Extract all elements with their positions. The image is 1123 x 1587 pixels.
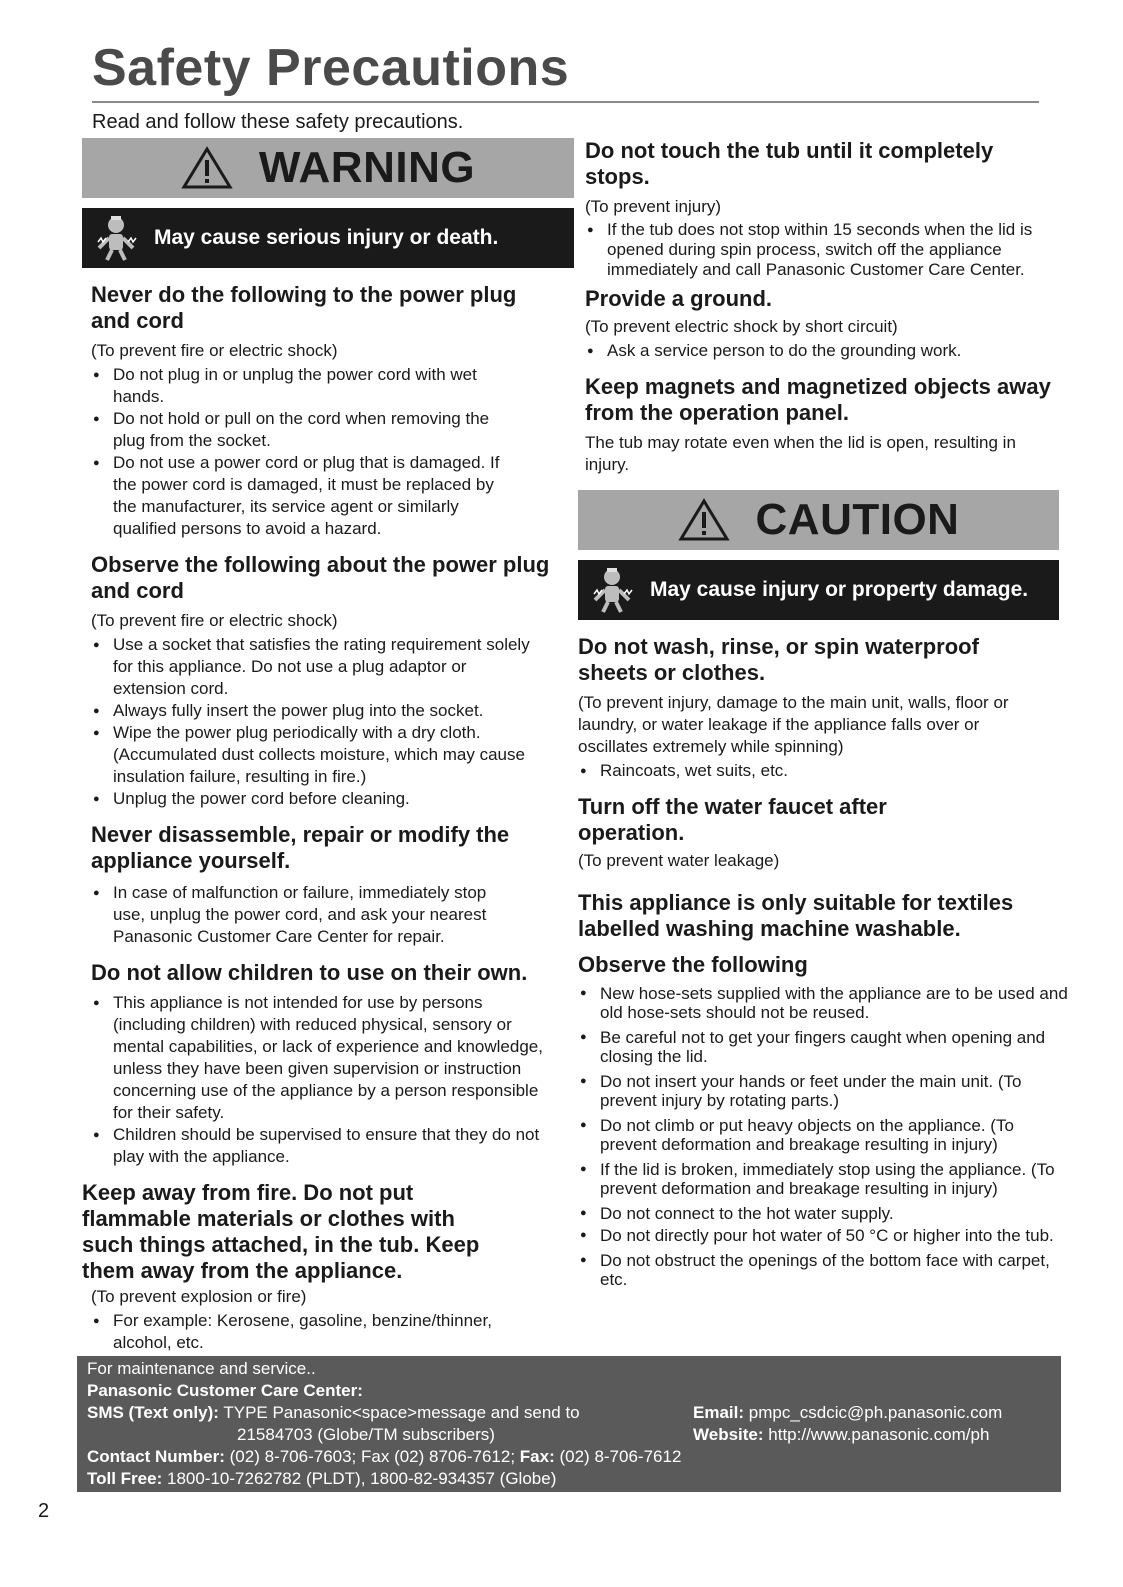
- email-block: [693, 1402, 1002, 1424]
- section-body: The tub may rotate even when the lid is open, resulting in injury.: [585, 433, 1016, 474]
- section-power-plug: [82, 282, 574, 540]
- section-note: (To prevent electric shock by short circuit): [585, 317, 898, 336]
- list-item: ● Do not obstruct the openings of the bottom face with carpet, etc.: [578, 1251, 1073, 1289]
- section-heading: Never disassemble, repair or modify the appliance yourself.: [91, 822, 510, 873]
- page-number: 2: [38, 1500, 50, 1522]
- footer-center-row: [87, 1380, 1051, 1402]
- list-item: ● Be careful not to get your fingers caught when opening and closing the lid.: [578, 1028, 1073, 1066]
- list-item: ● If the lid is broken, immediately stop using the appliance. (To prevent deformation and breakage resulting in injury): [578, 1160, 1073, 1198]
- email-value[interactable]: pmpc_csdcic@ph.panasonic.com: [748, 1403, 1003, 1422]
- list-item: ● Raincoats, wet suits, etc.: [578, 760, 1073, 782]
- list-item: ● Ask a service person to do the grounding work.: [585, 340, 1073, 362]
- bullet-list: [578, 984, 1073, 1289]
- list-item: ● Do not connect to the hot water supply.: [578, 1204, 1073, 1223]
- section-note: (To prevent injury, damage to the main unit, walls, floor or laundry, or water leakage if the appliance falls over or oscillates extremely while spinning): [578, 693, 1009, 756]
- injured-person-icon: [94, 214, 138, 262]
- warning-hazard-text: May cause serious injury or death.: [154, 226, 499, 249]
- section-note: (To prevent injury): [585, 197, 722, 216]
- injured-person-icon: [590, 566, 634, 614]
- section-observe-plug: [82, 552, 574, 810]
- list-item: ● Use a socket that satisfies the rating requirement solely for this appliance. Do not use a plug adaptor or extension cord.: [91, 634, 531, 700]
- website-label: Website:: [693, 1425, 764, 1444]
- list-item: ● New hose-sets supplied with the appliance are to be used and old hose-sets should not be reused.: [578, 984, 1073, 1022]
- right-column: [578, 138, 1073, 1295]
- list-item: ● Children should be supervised to ensure that they do not play with the appliance.: [91, 1124, 546, 1168]
- section-heading: Turn off the water faucet after operation.: [578, 794, 887, 845]
- list-item: ● Do not climb or put heavy objects on the appliance. (To prevent deformation and breakage resulting in injury): [578, 1116, 1073, 1154]
- section-note: (To prevent fire or electric shock): [91, 611, 338, 630]
- bullet-list: [91, 992, 546, 1168]
- list-item: ● Do not plug in or unplug the power cord with wet hands.: [91, 364, 521, 408]
- contact-text: (02) 8-706-7603; Fax (02) 8706-7612;: [229, 1447, 516, 1466]
- sms-row-2: [87, 1424, 1051, 1446]
- email-label: Email:: [693, 1403, 745, 1422]
- bullet-list: [578, 760, 1073, 782]
- tollfree-row: [87, 1468, 1051, 1490]
- fax-text: (02) 8-706-7612: [559, 1447, 682, 1466]
- section-children: [82, 960, 574, 1168]
- warning-label: WARNING: [258, 143, 476, 192]
- section-textiles: [578, 890, 1073, 942]
- contact-row: [87, 1446, 1051, 1468]
- list-item: ● Do not use a power cord or plug that is damaged. If the power cord is damaged, it must be replaced by the manufacturer, its service agent or similarly qualified persons to avoid a hazard.: [91, 452, 521, 540]
- section-heading: Do not touch the tub until it completely stops.: [585, 138, 994, 189]
- list-item: ● For example: Kerosene, gasoline, benzine/thinner, alcohol, etc.: [91, 1310, 531, 1354]
- caution-label: CAUTION: [755, 495, 960, 544]
- list-item: ● Do not directly pour hot water of 50 °C or higher into the tub.: [578, 1226, 1073, 1245]
- bullet-list: [585, 220, 1040, 280]
- bullet-list: [91, 882, 521, 948]
- section-faucet: [578, 794, 1073, 872]
- section-note: (To prevent explosion or fire): [91, 1287, 307, 1306]
- contact-label: Contact Number:: [87, 1447, 225, 1466]
- sms-row: [87, 1402, 1051, 1424]
- section-fire: [82, 1180, 574, 1354]
- list-item: ● This appliance is not intended for use by persons (including children) with reduced physical, sensory or mental capabilities, or lack of experience and knowledge, unless they have been given supervision or instruction concerning use of the appliance by a person responsible for their safety.: [91, 992, 546, 1124]
- section-heading: Never do the following to the power plug and cord: [91, 282, 517, 333]
- section-note: (To prevent fire or electric shock): [91, 341, 338, 360]
- sms-number-text: 21584703 (Globe/TM subscribers): [237, 1425, 495, 1444]
- section-heading: Keep magnets and magnetized objects away from the operation panel.: [585, 374, 1051, 425]
- section-waterproof: [578, 634, 1073, 782]
- warning-hazard-bar: [82, 208, 574, 268]
- section-heading: Do not wash, rinse, or spin waterproof sheets or clothes.: [578, 634, 979, 685]
- center-label: Panasonic Customer Care Center:: [87, 1381, 363, 1400]
- list-item: ● Unplug the power cord before cleaning.: [91, 788, 531, 810]
- list-item: ● Do not hold or pull on the cord when removing the plug from the socket.: [91, 408, 521, 452]
- warning-triangle-icon: [678, 498, 730, 542]
- section-heading: Observe the following: [578, 952, 808, 977]
- section-magnets: [578, 374, 1073, 476]
- sms-label: SMS (Text only):: [87, 1403, 219, 1422]
- caution-hazard-text: May cause injury or property damage.: [650, 578, 1029, 601]
- list-item: ● Wipe the power plug periodically with a dry cloth. (Accumulated dust collects moisture, which may cause insulation failure, resulting in fire.): [91, 722, 531, 788]
- section-heading: Provide a ground.: [585, 286, 773, 311]
- service-contact-panel: [77, 1356, 1061, 1492]
- section-ground: [578, 286, 1073, 362]
- bullet-list: [585, 340, 1073, 362]
- left-column: [82, 138, 574, 1354]
- section-heading: Observe the following about the power plug and cord: [91, 552, 550, 603]
- tollfree-label: Toll Free:: [87, 1469, 163, 1488]
- warning-triangle-icon: [181, 146, 233, 190]
- caution-hazard-bar: [578, 560, 1059, 620]
- footer-line: For maintenance and service..: [87, 1359, 316, 1378]
- list-item: ● In case of malfunction or failure, immediately stop use, unplug the power cord, and ask your nearest Panasonic Customer Care Center for repair.: [91, 882, 521, 948]
- warning-banner: [82, 138, 574, 198]
- title-divider: [92, 101, 1039, 103]
- section-observe: [578, 952, 1073, 1289]
- sms-text: TYPE Panasonic<space>message and send to: [223, 1403, 580, 1422]
- section-heading: Keep away from fire. Do not put flammable materials or clothes with such things attached, in the tub. Keep them away from the appliance.: [82, 1180, 480, 1283]
- bullet-list: [91, 1310, 531, 1354]
- page-title: Safety Precautions: [92, 39, 570, 97]
- fax-label: Fax:: [519, 1447, 555, 1466]
- list-item: ● If the tub does not stop within 15 seconds when the lid is opened during spin process, switch off the appliance immediately and call Panasonic Customer Care Center.: [585, 220, 1040, 280]
- website-link[interactable]: http://www.panasonic.com/ph: [768, 1425, 990, 1444]
- list-item: ● Always fully insert the power plug into the socket.: [91, 700, 531, 722]
- section-heading: Do not allow children to use on their own.: [91, 960, 528, 985]
- bullet-list: [91, 634, 531, 810]
- bullet-list: [91, 364, 521, 540]
- section-heading: This appliance is only suitable for textiles labelled washing machine washable.: [578, 890, 1014, 941]
- section-tub-stop: [578, 138, 1073, 280]
- website-block: [693, 1424, 989, 1446]
- tollfree-text: 1800-10-7262782 (PLDT), 1800-82-934357 (Globe): [166, 1469, 557, 1488]
- section-disassemble: [82, 822, 574, 948]
- caution-banner: [578, 490, 1059, 550]
- section-note: (To prevent water leakage): [578, 851, 780, 870]
- intro-text: Read and follow these safety precautions.: [92, 111, 464, 133]
- list-item: ● Do not insert your hands or feet under the main unit. (To prevent injury by rotating parts.): [578, 1072, 1073, 1110]
